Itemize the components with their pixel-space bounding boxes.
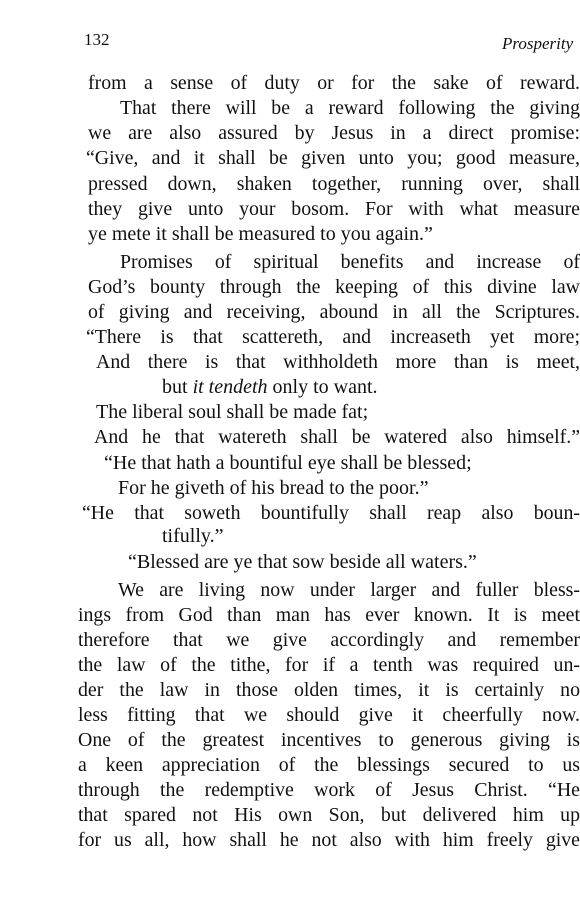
text-line: through the redemptive work of Jesus Christ. “He — [78, 779, 580, 801]
verse-line: “There is that scattereth, and increaseth yet more; — [86, 326, 580, 348]
verse-line: “Blessed are ye that sow beside all waters.” — [128, 551, 477, 573]
verse-line: And he that watereth shall be watered also himself.” — [94, 426, 580, 448]
running-head: Prosperity — [502, 34, 574, 53]
text-line: We are living now under larger and fuller bless- — [118, 579, 580, 601]
text-line: “Give, and it shall be given unto you; good measure, — [86, 147, 580, 169]
verse-text: only to want. — [267, 376, 378, 398]
verse-line: “He that soweth bountifully shall reap also boun- — [82, 502, 580, 524]
text-line: therefore that we give accordingly and remember — [78, 629, 580, 651]
page-number: 132 — [84, 30, 110, 49]
text-line: less fitting that we should give it cheerfully now. — [78, 704, 580, 726]
text-line: the law of the tithe, for if a tenth was required un- — [78, 654, 580, 676]
text-line: pressed down, shaken together, running over, shall — [88, 173, 580, 195]
verse-line: tifully.” — [162, 525, 224, 547]
text-line: for us all, how shall he not also with him freely give — [78, 829, 580, 851]
page-header — [84, 30, 580, 54]
text-line: from a sense of duty or for the sake of reward. — [88, 72, 580, 94]
verse-line: And there is that withholdeth more than is meet, — [96, 351, 580, 373]
verse-line: The liberal soul shall be made fat; — [96, 401, 369, 423]
verse-italic-text: it tendeth — [192, 376, 268, 398]
verse-text: but — [162, 376, 193, 398]
text-line: That there will be a reward following the giving — [120, 97, 580, 119]
text-line: God’s bounty through the keeping of this divine law — [88, 276, 580, 298]
text-line: that spared not His own Son, but delivered him up — [78, 804, 580, 826]
verse-line — [162, 375, 378, 399]
text-line: ings from God than man has ever known. It is meet — [78, 604, 580, 626]
text-line: of giving and receiving, abound in all the Scriptures. — [88, 301, 580, 323]
text-line: Promises of spiritual benefits and increase of — [120, 251, 580, 273]
verse-line: “He that hath a bountiful eye shall be blessed; — [104, 452, 472, 474]
text-line: der the law in those olden times, it is certainly no — [78, 679, 580, 701]
text-line: we are also assured by Jesus in a direct promise: — [88, 122, 580, 144]
text-line: ye mete it shall be measured to you again.” — [88, 223, 433, 245]
text-line: One of the greatest incentives to generous giving is — [78, 729, 580, 751]
text-line: a keen appreciation of the blessings secured to us — [78, 754, 580, 776]
verse-line: For he giveth of his bread to the poor.” — [118, 477, 429, 499]
text-line: they give unto your bosom. For with what measure — [88, 198, 580, 220]
